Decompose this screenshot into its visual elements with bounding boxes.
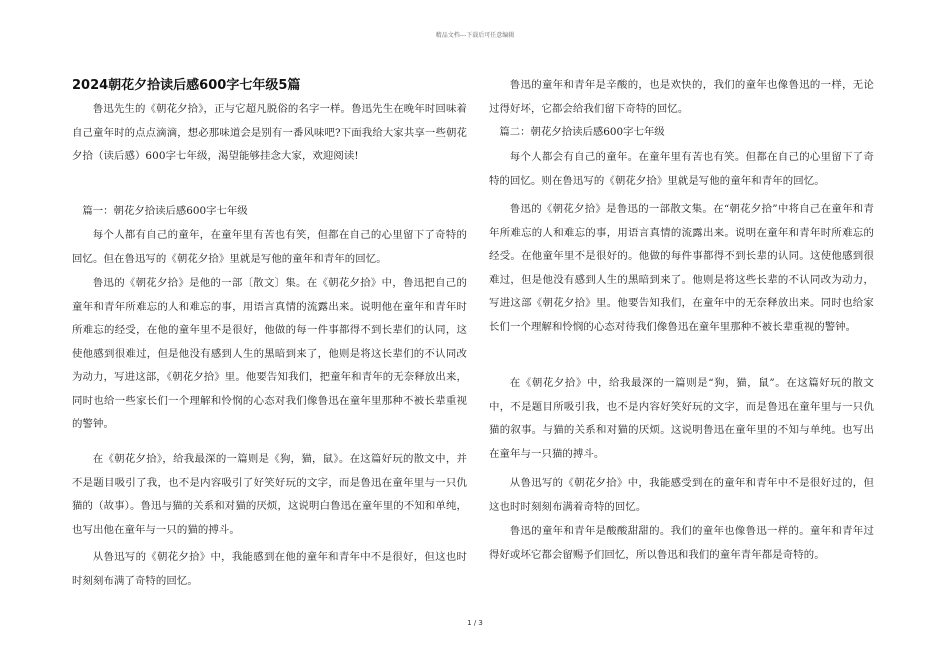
left-paragraph-2: 鲁迅的《朝花夕拾》是他的一部〔散文〕集。在《朝花夕拾》中，鲁迅把自己的童年和青年所难忘的人和难忘的事，用语言真情的流露出来。说明他在童年和青年时所难忘的经受，在他的童年里不是很好，他做的每一件事都得不到长辈们的认同，这使他感到很难过，但是他没有感到人生的黑暗到来了，他则是将这长辈们的不认同改为动力，写进这部，《朝花夕拾》里。他要告知我们，把童年和青年的无奈释放出来，同时也给一些家长们一个理解和怜悯的心态对我们像鲁迅在童年里那种不被长辈重视的警钟。	[72, 277, 467, 430]
left-paragraph-4: 从鲁迅写的《朝花夕拾》中，我能感到在他的童年和青年中不是很好，但这也时时刻刻布满了奇特的回忆。	[72, 551, 467, 587]
right-paragraph-4: 在《朝花夕拾》中，给我最深的一篇则是“狗，猫，鼠”。在这篇好玩的散文中，不是题目所吸引我，也不是内容好笑好玩的文字，而是鲁迅在童年里与一只仇猫的叙事。与猫的关系和对猫的厌烦。这说明鲁迅在童年里的不知与单纯。也写出在童年与一只猫的搏斗。	[489, 377, 874, 460]
page-header-note: 精品文档---下载后可任意编辑	[435, 32, 515, 39]
left-paragraph-3: 在《朝花夕拾》，给我最深的一篇则是《狗，猫，鼠》。在这篇好玩的散文中，并不是题目吸引了我，也不是内容吸引了好笑好玩的文字，而是鲁迅在童年里与一只仇猫的（故事）。鲁迅与猫的关系和对猫的厌烦，这说明白鲁迅在童年里的不知和单纯，也写出他在童年与一只的猫的搏斗。	[72, 453, 467, 536]
right-paragraph-2: 每个人都会有自己的童年。在童年里有苦也有笑。但都在自己的心里留下了奇特的回忆。则在鲁迅写的《朝花夕拾》里就是写他的童年和青年的回忆。	[489, 151, 874, 187]
intro-paragraph: 鲁迅先生的《朝花夕拾》，正与它超凡脱俗的名字一样。鲁迅先生在晚年时回味着自己童年时的点点滴滴，想必那味道会是别有一番风味吧?下面我给大家共享一些朝花夕拾（读后感）600字七年级，渴望能够挂念大家，欢迎阅读!	[72, 103, 467, 162]
document-title: 2024朝花夕拾读后感600字七年级5篇	[72, 78, 301, 93]
section-heading-2: 篇二：朝花夕拾读后感600字七年级	[499, 126, 665, 138]
right-paragraph-5: 从鲁迅写的《朝花夕拾》中，我能感受到在的童年和青年中不是很好过的，但这也时时刻刻布满着奇特的回忆。	[489, 477, 874, 513]
page-number: 1 / 3	[467, 619, 483, 627]
left-paragraph-1: 每个人都有自己的童年，在童年里有苦也有笑，但都在自己的心里留下了奇特的回忆。但在鲁迅写的《朝花夕拾》里就是写他的童年和青年的回忆。	[72, 229, 467, 265]
right-paragraph-1: 鲁迅的童年和青年是辛酸的，也是欢快的，我们的童年也像鲁迅的一样，无论过得好坏，它都会给我们留下奇特的回忆。	[489, 79, 874, 115]
right-paragraph-3: 鲁迅的《朝花夕拾》是鲁迅的一部散文集。在“朝花夕拾”中将自己在童年和青年所难忘的人和难忘的事，用语言真情的流露出来。说明在童年和青年时所难忘的经受。在他童年里不是很好的。他做的每件事都得不到长辈的认同。这使他感到很难过，但是他没有感到人生的黑暗到来了。他则是将这些长辈的不认同改为动力，写进这部《朝花夕拾》里。他要告知我们，在童年中的无奈释放出来。同时也给家长们一个理解和怜悯的心态对待我们像鲁迅在童年里那种不被长辈重视的警钟。	[489, 203, 874, 333]
section-heading-1: 篇一：朝花夕拾读后感600字七年级	[82, 205, 248, 217]
right-paragraph-6: 鲁迅的童年和青年是酸酸甜甜的。我们的童年也像鲁迅一样的。童年和青年过得好或坏它都会留赐予们回忆，所以鲁迅和我们的童年青年都是奇特的。	[489, 525, 874, 561]
